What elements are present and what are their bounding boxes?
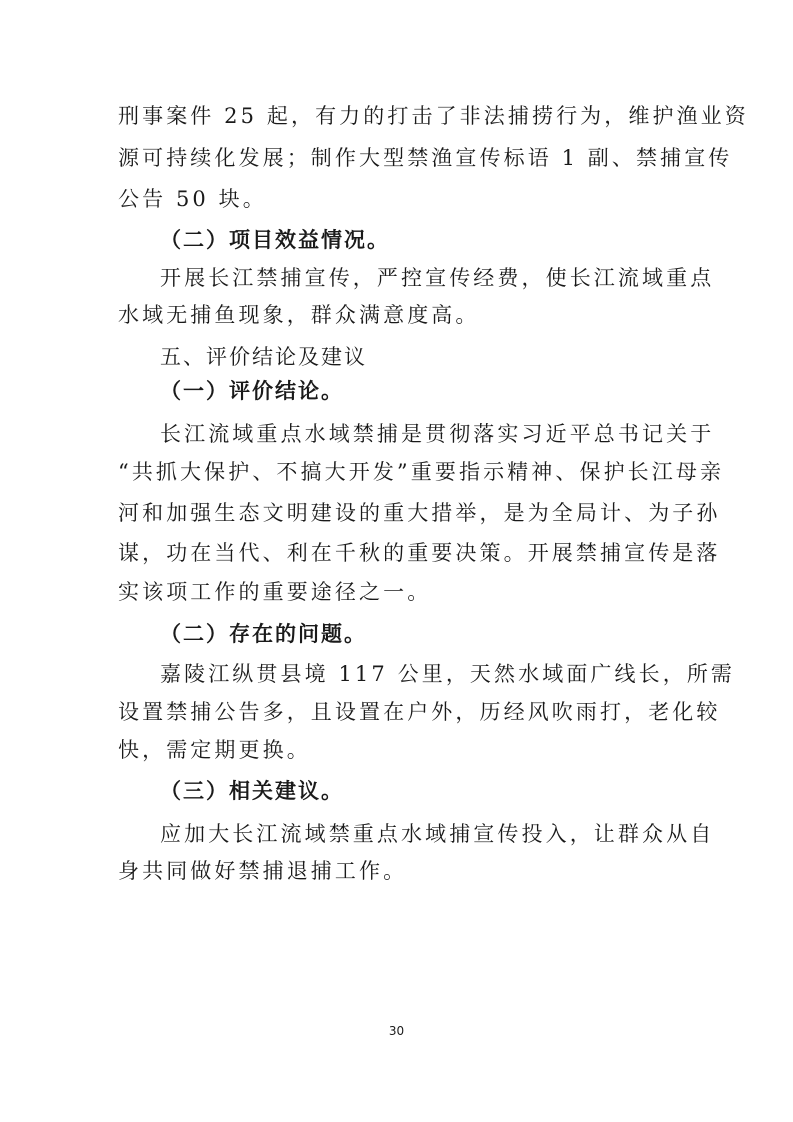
subheading-related-suggestions: （三）相关建议。 [160, 779, 344, 803]
paragraph-line: 刑事案件 25 起，有力的打击了非法捕捞行为，维护渔业资 [118, 104, 749, 128]
paragraph-line: 河和加强生态文明建设的重大措举，是为全局计、为子孙 [118, 501, 721, 525]
subheading-evaluation-conclusion: （一）评价结论。 [160, 379, 344, 403]
paragraph-line: 快，需定期更换。 [118, 738, 311, 762]
page-number: 30 [388, 1024, 405, 1038]
paragraph-line: 公告 50 块。 [118, 187, 267, 211]
paragraph-line: 谋，功在当代、利在千秋的重要决策。开展禁捕宣传是落 [118, 541, 721, 565]
paragraph-line: 嘉陵江纵贯县境 117 公里，天然水域面广线长，所需 [160, 662, 736, 686]
paragraph-line: 长江流域重点水域禁捕是贯彻落实习近平总书记关于 [160, 422, 715, 446]
paragraph-line: 实该项工作的重要途径之一。 [118, 580, 432, 604]
section-heading-conclusion-and-suggestions: 五、评价结论及建议 [160, 345, 367, 369]
paragraph-line: 开展长江禁捕宣传，严控宣传经费，使长江流域重点 [160, 266, 715, 290]
paragraph-line: 水域无捕鱼现象，群众满意度高。 [118, 303, 480, 327]
subheading-project-benefit: （二）项目效益情况。 [160, 228, 390, 252]
paragraph-line: 应加大长江流域禁重点水域捕宣传投入，让群众从自 [160, 822, 715, 846]
paragraph-line: 身共同做好禁捕退捕工作。 [118, 859, 408, 883]
paragraph-line: 设置禁捕公告多，且设置在户外，历经风吹雨打，老化较 [118, 700, 721, 724]
paragraph-line: 源可持续化发展；制作大型禁渔宣传标语 1 副、禁捕宣传 [118, 146, 733, 170]
paragraph-line: “共抓大保护、不搞大开发”重要指示精神、保护长江母亲 [118, 460, 725, 484]
subheading-existing-problems: （二）存在的问题。 [160, 622, 367, 646]
